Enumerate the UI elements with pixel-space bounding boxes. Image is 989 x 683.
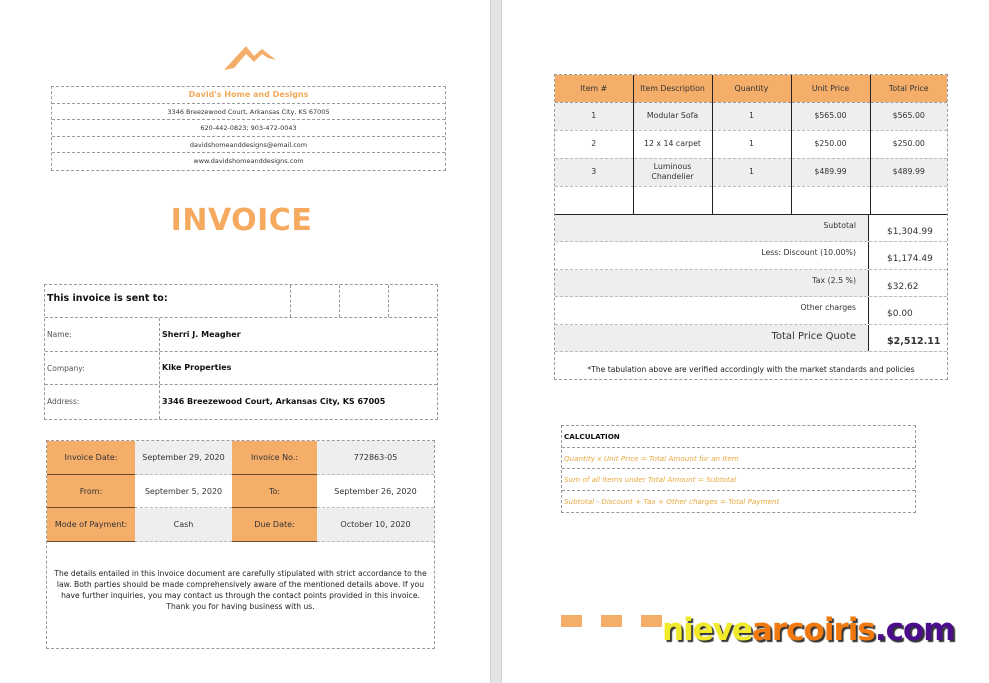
invoice-date-label: Invoice Date:	[47, 441, 135, 475]
square-icon	[561, 615, 582, 627]
watermark-part-1: nieve	[662, 612, 752, 648]
tax-label: Tax (2.5 %)	[812, 275, 856, 285]
recipient-row-company	[45, 352, 437, 386]
terms-note: The details entailed in this invoice document are carefully stipulated with strict accordance to the law. Both parties should be made comprehensively aware of the mentioned details above. If you have further inquiries, you may contact us through the contact points provided in this invoice. Thank you for having business with us.	[54, 568, 427, 612]
table-row-empty	[555, 186, 947, 214]
cell-item-no: 1	[555, 102, 633, 130]
col-total-price: Total Price	[870, 75, 947, 102]
cell-total-price: $489.99	[870, 158, 947, 186]
col-description: Item Description	[633, 75, 712, 102]
to-label: To:	[232, 475, 317, 509]
formula-line: Subtotal - Discount + Tax + Other charges = Total Payment	[564, 496, 780, 506]
subtotal-value: $1,304.99	[868, 215, 947, 242]
page-separator	[490, 0, 502, 683]
summary-block	[555, 215, 947, 380]
cell-quantity: 1	[712, 158, 791, 186]
cell-description: Modular Sofa	[633, 102, 712, 130]
tax-row	[555, 270, 947, 298]
discount-value: $1,174.49	[868, 242, 947, 269]
due-date-label: Due Date:	[232, 508, 317, 542]
formula-line: Quantity x Unit Price = Total Amount for an Item	[562, 448, 915, 470]
cell-description: Luminous Chandelier	[633, 158, 712, 186]
due-date-value: October 10, 2020	[317, 508, 434, 542]
col-quantity: Quantity	[712, 75, 791, 102]
cell-unit-price: $250.00	[791, 130, 870, 158]
company-info	[51, 86, 446, 171]
cell-total-price: $565.00	[870, 102, 947, 130]
cell-total-price: $250.00	[870, 130, 947, 158]
row-label: Address:	[45, 385, 160, 419]
company-address: 3346 Breezewood Court, Arkansas City, KS 67005	[52, 104, 445, 121]
subtotal-label: Subtotal	[823, 220, 856, 230]
cell-quantity: 1	[712, 130, 791, 158]
total-value: $2,512.11	[868, 325, 947, 352]
to-value: September 26, 2020	[317, 475, 434, 509]
total-row	[555, 325, 947, 353]
calculation-box	[561, 425, 916, 513]
row-value: Sherri J. Meagher	[162, 329, 241, 339]
invoice-title: INVOICE	[170, 203, 313, 238]
decorative-squares	[561, 615, 662, 627]
empty-cell	[388, 285, 437, 317]
invoice-details	[46, 440, 435, 649]
recipient-header	[45, 285, 437, 318]
col-unit-price: Unit Price	[791, 75, 870, 102]
row-value: 3346 Breezewood Court, Arkansas City, KS 67005	[162, 397, 386, 407]
other-charges-value: $0.00	[868, 297, 947, 324]
from-value: September 5, 2020	[135, 475, 232, 509]
recipient-row-name	[45, 318, 437, 352]
table-row	[555, 102, 947, 130]
discount-row	[555, 242, 947, 270]
row-label: Company:	[45, 352, 160, 385]
col-item-no: Item #	[555, 75, 633, 102]
cell-item-no: 3	[555, 158, 633, 186]
footnote: *The tabulation above are verified accordingly with the market standards and policies	[587, 365, 915, 374]
items-header-row	[555, 75, 947, 102]
payment-label: Mode of Payment:	[47, 508, 135, 542]
payment-value: Cash	[135, 508, 232, 542]
row-value: Kike Properties	[162, 363, 232, 373]
items-table	[554, 74, 948, 380]
invoice-no-value: 772863-05	[317, 441, 434, 475]
square-icon	[641, 615, 662, 627]
recipient-row-address	[45, 385, 437, 419]
invoice-page-left	[0, 0, 490, 683]
cell-unit-price: $565.00	[791, 102, 870, 130]
watermark-part-3: .com	[874, 612, 955, 648]
formula-line: Sum of all items under Total Amount = Subtotal	[562, 469, 915, 491]
discount-label: Less: Discount (10.00%)	[761, 248, 856, 257]
row-label: Name:	[45, 318, 160, 351]
table-row	[555, 130, 947, 158]
invoice-no-label: Invoice No.:	[232, 441, 317, 475]
invoice-date-value: September 29, 2020	[135, 441, 232, 475]
square-icon	[601, 615, 622, 627]
cell-unit-price: $489.99	[791, 158, 870, 186]
cell-quantity: 1	[712, 102, 791, 130]
company-phone: 620-442-0823; 903-472-0043	[52, 120, 445, 137]
recipient-heading: This invoice is sent to:	[47, 293, 168, 304]
company-email: davidshomeanddesigns@email.com	[52, 137, 445, 154]
table-row	[555, 158, 947, 186]
watermark	[662, 612, 955, 648]
empty-cell	[290, 285, 339, 317]
other-charges-label: Other charges	[800, 303, 856, 312]
subtotal-row	[555, 215, 947, 243]
from-label: From:	[47, 475, 135, 509]
calculation-title: CALCULATION	[562, 426, 915, 448]
cell-description: 12 x 14 carpet	[633, 130, 712, 158]
company-website: www.davidshomeanddesigns.com	[193, 157, 304, 166]
cell-item-no: 2	[555, 130, 633, 158]
mountain-logo-icon	[222, 42, 278, 72]
company-name: David's Home and Designs	[52, 87, 445, 104]
tax-value: $32.62	[868, 270, 947, 297]
watermark-part-2: arcoiris	[751, 612, 875, 648]
recipient-table	[44, 284, 438, 420]
empty-cell	[339, 285, 388, 317]
other-charges-row	[555, 297, 947, 325]
total-label: Total Price Quote	[771, 330, 856, 342]
